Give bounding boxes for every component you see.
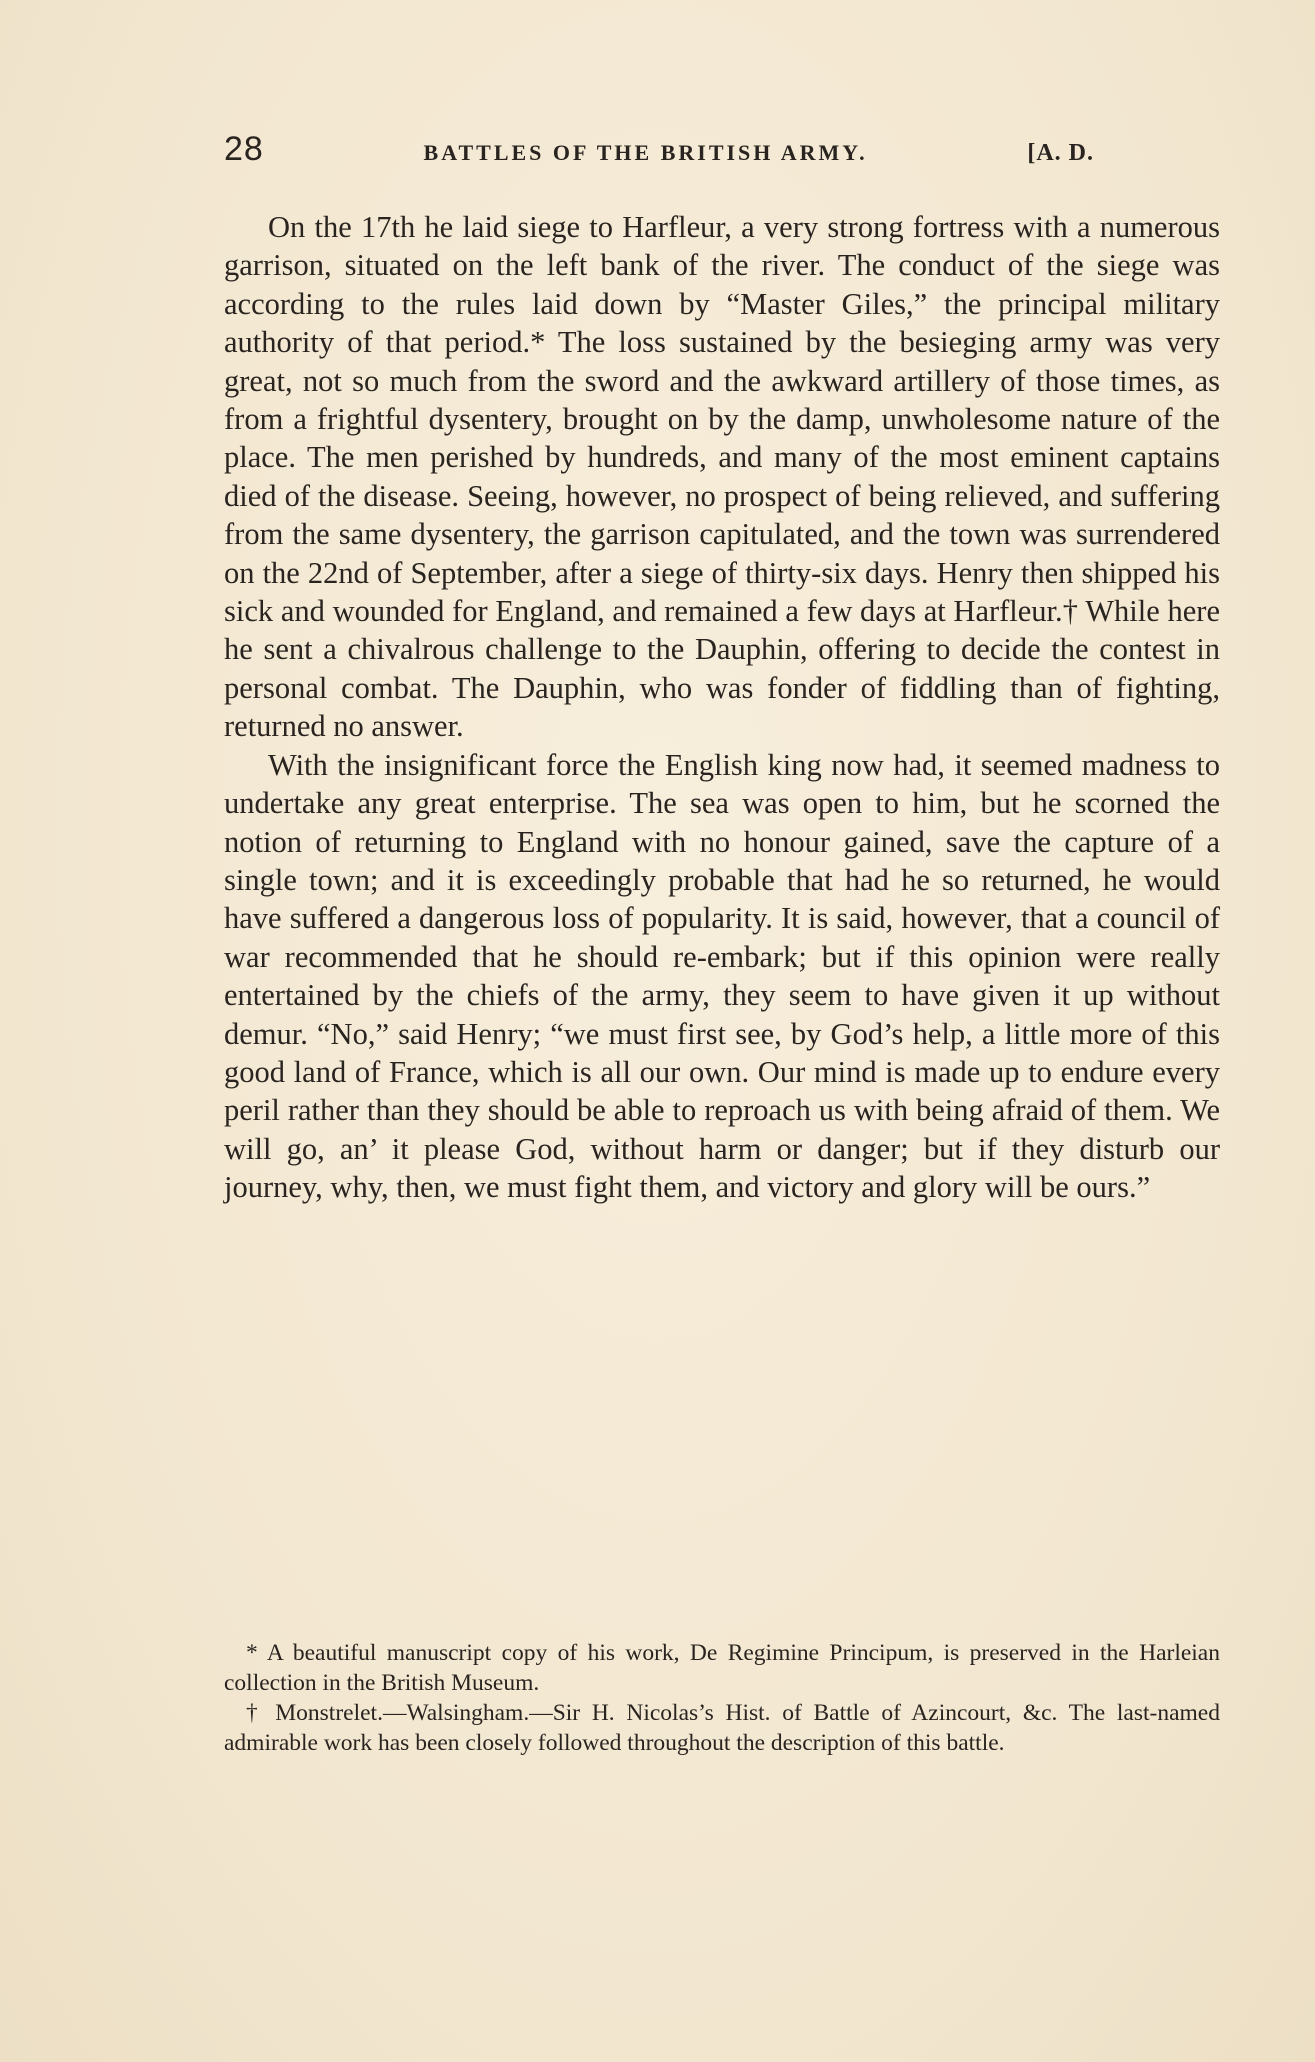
paragraph-siege-of-harfleur: On the 17th he laid siege to Harfleur, a very strong fortress with a numerous garrison, situated on the left bank of the river. The conduct of the siege was according to the rules laid down by “Master Giles,” the principal military authority of that period.* The loss sustained by the besieging army was very great, not so much from the sword and the awkward artillery of those times, as from a frightful dysentery, brought on by the damp, unwholesome nature of the place. The men perished by hundreds, and many of the most eminent captains died of the disease. Seeing, however, no prospect of being relieved, and suffering from the same dysentery, the garrison capitulated, and the town was surrendered on the 22nd of September, after a siege of thirty-six days. Henry then shipped his sick and wounded for England, and remained a few days at Harfleur.† While here he sent a chivalrous challenge to the Dauphin, offering to decide the contest in personal combat. The Dauphin, who was fonder of fiddling than of fighting, returned no answer. [224, 210, 1220, 744]
paragraph-henry-resolve: With the insignificant force the English king now had, it seemed madness to undertake any great enterprise. The sea was open to him, but he scorned the notion of returning to England with no honour gained, save the capture of a single town; and it is exceedingly probable that had he so returned, he would have suffered a dangerous loss of popularity. It is said, however, that a council of war recommended that he should re-embark; but if this opinion were really entertained by the chiefs of the army, they seem to have given it up without demur. “No,” said Henry; “we must first see, by God’s help, a little more of this good land of France, which is all our own. Our mind is made up to endure every peril rather than they should be able to reproach us with being afraid of them. We will go, an’ it please God, without harm or danger; but if they disturb our journey, why, then, we must fight them, and victory and glory will be ours.” [224, 747, 1220, 1205]
footnote-asterisk: * A beautiful manuscript copy of his work, De Regimine Principum, is preserved in the Harleian collection in the British Museum. [224, 1640, 1220, 1696]
footnote-dagger: † Monstrelet.—Walsingham.—Sir H. Nicolas’s Hist. of Battle of Azincourt, &c. The last-named admirable work has been closely followed throughout the description of this battle. [224, 1700, 1220, 1756]
main-text [224, 208, 1220, 1207]
header-era-mark: [A. D. [1027, 140, 1094, 166]
page-number: 28 [224, 130, 264, 168]
page-header [224, 130, 1094, 170]
running-title: BATTLES OF THE BRITISH ARMY. [423, 140, 868, 165]
footnotes [224, 1638, 1220, 1758]
